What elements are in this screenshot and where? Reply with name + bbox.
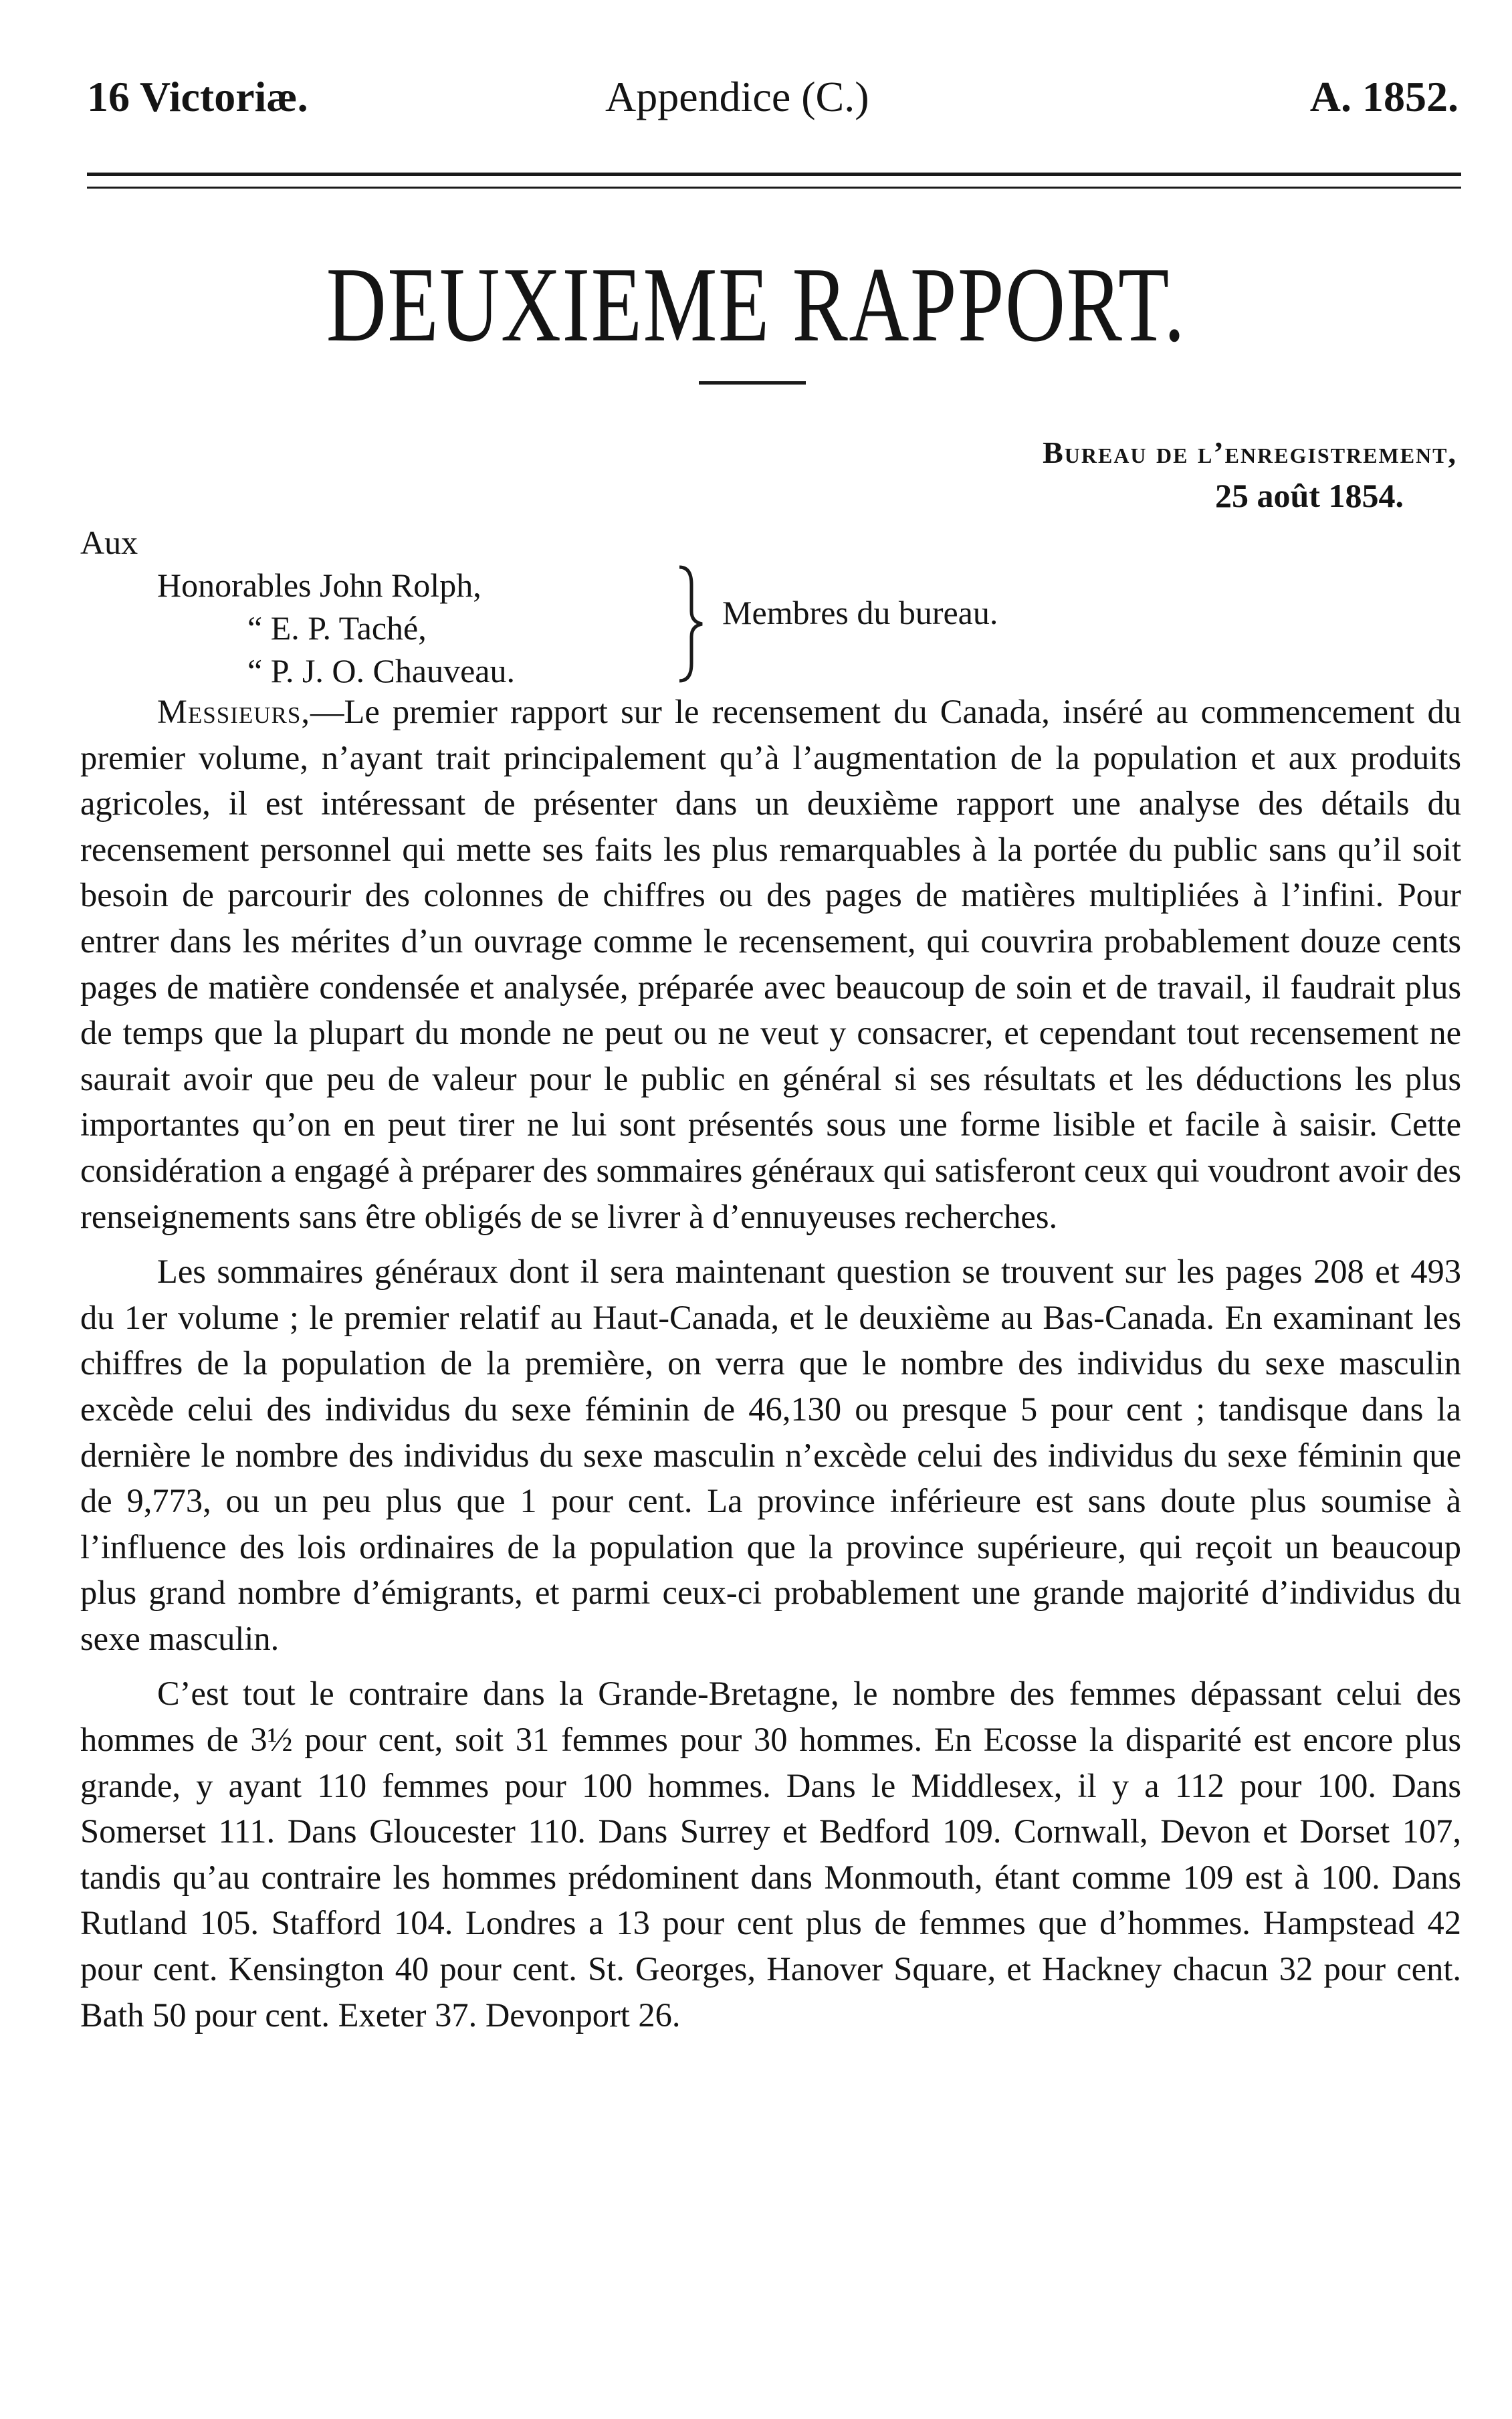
address-aux: Aux bbox=[80, 524, 138, 561]
header-year: A. 1852. bbox=[1309, 73, 1459, 120]
paragraph-2: Les sommaires généraux dont il sera maintenant question se trouvent sur les pages 208 et 493 du 1er volume ; le premier relatif au Haut-Canada, et le deuxième au Bas-Canada. En examinant les chiffres de la population de la première, on verra que le nombre des individus du sexe masculin excède celui des individus du sexe féminin de 46,130 ou presque 5 pour cent ; tandisque dans la dernière le nombre des individus du sexe masculin n’excède celui des individus du sexe féminin que de 9,773, ou un peu plus que 1 pour cent. La province inférieure est sans doute plus soumise à l’influence des lois ordinaires de la population que la province supérieure, qui reçoit un beaucoup plus grand nombre d’émigrants, et parmi ceux-ci probablement une grande majorité d’individus du sexe masculin. bbox=[80, 1253, 1461, 1657]
salutation: Messieurs, bbox=[157, 693, 310, 730]
running-header bbox=[87, 72, 1459, 132]
address-members: Membres du bureau. bbox=[722, 594, 998, 631]
address-line-2: “ E. P. Taché, bbox=[247, 609, 427, 647]
dateline-date: 25 août 1854. bbox=[1215, 477, 1404, 514]
brace-icon bbox=[675, 564, 706, 683]
dateline bbox=[1043, 431, 1457, 517]
body-text bbox=[80, 689, 1461, 2047]
header-session: 16 Victoriæ. bbox=[87, 73, 308, 120]
title-divider bbox=[699, 381, 806, 385]
address-line-3: “ P. J. O. Chauveau. bbox=[247, 652, 515, 690]
dateline-office: Bureau de l’enregistrement, bbox=[1043, 435, 1457, 469]
paragraph-3: C’est tout le contraire dans la Grande-Bretagne, le nombre des femmes dépassant celui des hommes de 3½ pour cent, soit 31 femmes pour 30 hommes. En Ecosse la disparité est encore plus grande, y ayant 110 femmes pour 100 hommes. Dans le Middlesex, il y a 112 pour 100. Dans Somerset 111. Dans Gloucester 110. Dans Surrey et Bedford 109. Cornwall, Devon et Dorset 107, tandis qu’au contraire les hommes prédominent dans Monmouth, étant comme 109 est à 100. Dans Rutland 105. Stafford 104. Londres a 13 pour cent plus de femmes que d’hommes. Hampstead 42 pour cent. Kensington 40 pour cent. St. Georges, Hanover Square, et Hackney chacun 32 pour cent. Bath 50 pour cent. Exeter 37. Devonport 26. bbox=[80, 1675, 1461, 2034]
paragraph-1-text: —Le premier rapport sur le recensement du Canada, inséré au commencement du premier volume, n’ayant trait principalement qu’à l’augmentation de la population et aux produits agricoles, il est intéressant de présenter dans un deuxième rapport une analyse des détails du recensement personnel qui mette ses faits les plus remarquables à la portée du public sans qu’il soit besoin de parcourir des colonnes de chiffres ou des pages de matières multipliées à l’infini. Pour entrer dans les mérites d’un ouvrage comme le recensement, qui couvrira probablement douze cents pages de matière condensée et analysée, préparée avec beaucoup de soin et de travail, il faudrait plus de temps que la plupart du monde ne peut ou ne veut y consacrer, et cependant tout recensement ne saurait avoir que peu de valeur pour le public en général si ses résultats et les déductions les plus importantes qu’on en peut tirer ne lui sont présentés sous une forme lisible et facile à saisir. Cette considération a engagé à préparer des sommaires généraux qui satisferont ceux qui voudront avoir des renseignements sans être obligés de se livrer à d’ennuyeuses recherches. bbox=[80, 693, 1461, 1235]
paragraph-1 bbox=[80, 689, 1461, 1239]
page-title: DEUXIEME RAPPORT. bbox=[326, 245, 1186, 364]
header-double-rule bbox=[87, 173, 1461, 189]
address-line-1: Honorables John Rolph, bbox=[157, 566, 481, 604]
header-appendix: Appendice (C.) bbox=[605, 73, 869, 120]
